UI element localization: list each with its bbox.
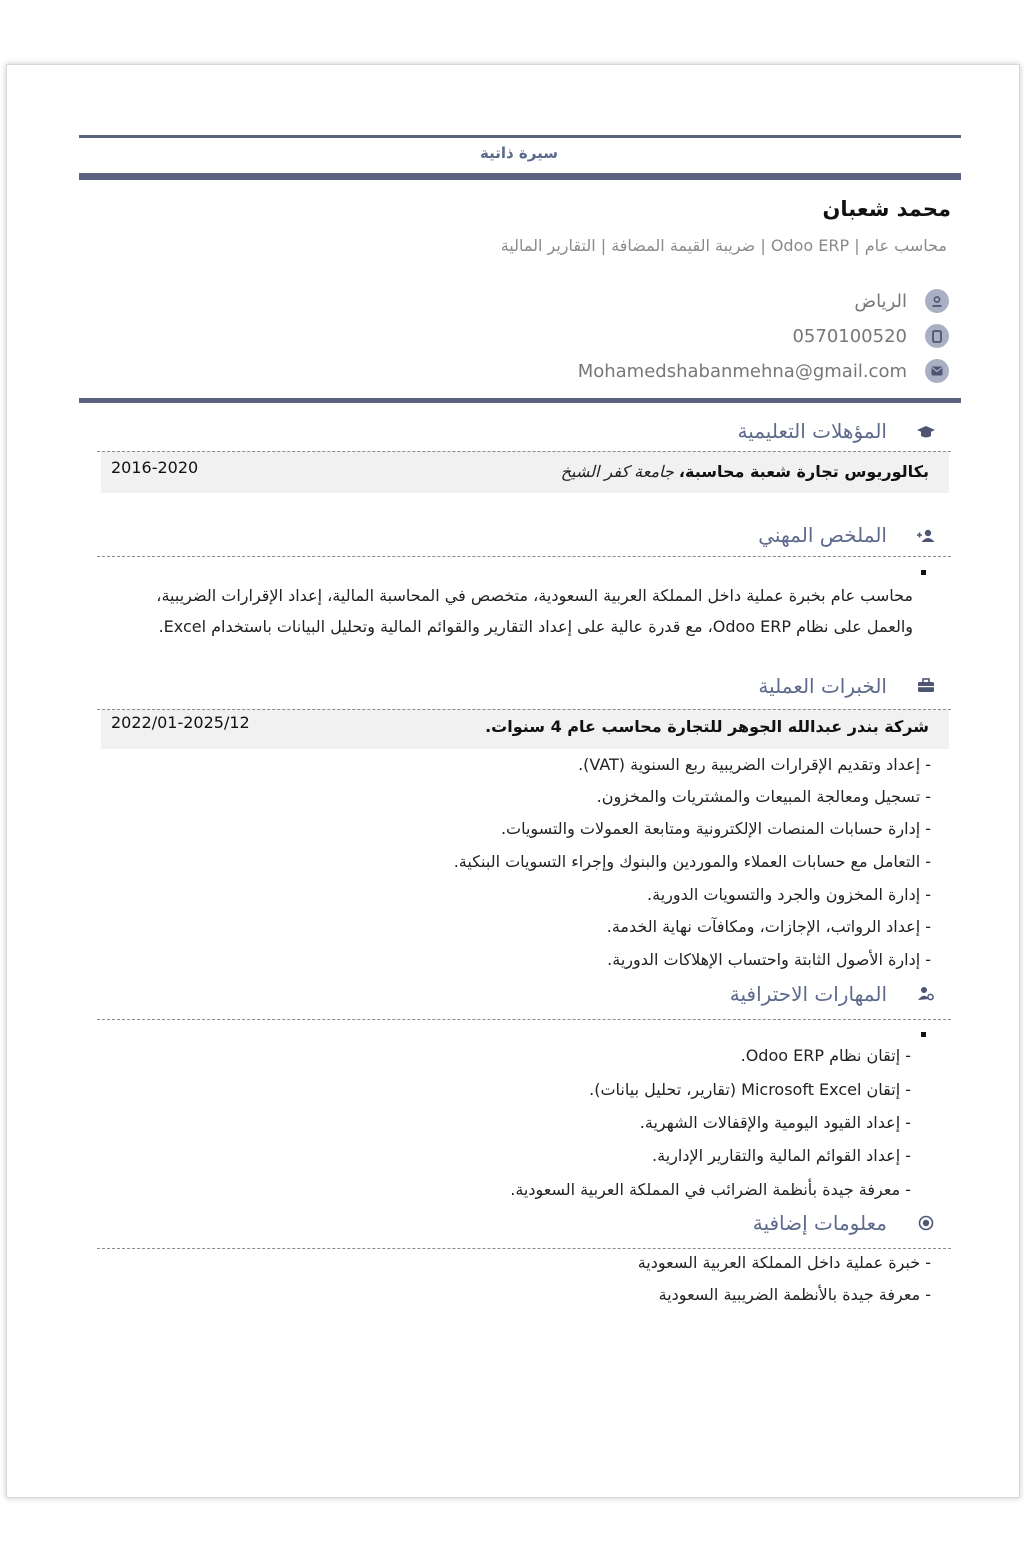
candidate-tagline: محاسب عام | Odoo ERP | ضريبة القيمة المضافة | التقارير المالية [500, 236, 947, 255]
experience-item: - إعداد الرواتب، الإجازات، ومكافآت نهاية الخدمة. [606, 917, 931, 936]
experience-item: - تسجيل ومعالجة المبيعات والمشتريات والمخزون. [596, 787, 931, 806]
experience-item: - إدارة حسابات المنصات الإلكترونية ومتابعة العمولات والتسويات. [500, 819, 931, 838]
additional-title: معلومات إضافية [752, 1211, 887, 1235]
experience-item: - إدارة المخزون والجرد والتسويات الدورية. [647, 885, 931, 904]
document-title: سيرة ذاتية [480, 144, 558, 162]
experience-divider [97, 709, 951, 710]
contact-location: الرياض [854, 291, 907, 312]
education-dates: 2016-2020 [111, 458, 199, 477]
education-school: جامعة كفر الشيخ [560, 462, 674, 481]
target-icon [915, 1215, 937, 1235]
skill-item: - إعداد القيود اليومية والإقفالات الشهرية. [639, 1113, 911, 1132]
briefcase-icon [915, 678, 937, 697]
additional-item: - خبرة عملية داخل المملكة العربية السعودية [637, 1253, 931, 1272]
skill-item: - معرفة جيدة بأنظمة الضرائب في المملكة العربية السعودية. [510, 1180, 911, 1199]
email-icon [925, 359, 949, 383]
education-degree: بكالوريوس تجارة شعبة محاسبة، [678, 462, 929, 481]
location-icon [925, 289, 949, 313]
skills-title: المهارات الاحترافية [729, 982, 887, 1006]
skills-divider [97, 1019, 951, 1020]
user-add-icon [915, 528, 937, 547]
candidate-name: محمد شعبان [822, 197, 951, 221]
education-line [561, 462, 929, 481]
education-divider [97, 451, 951, 452]
experience-item: - إعداد وتقديم الإقرارات الضريبية ربع السنوية (VAT). [578, 755, 931, 774]
additional-divider [97, 1248, 951, 1249]
experience-company: شركة بندر عبدالله الجوهر للتجارة محاسب عام 4 سنوات. [485, 717, 929, 736]
contact-email[interactable]: Mohamedshabanmehna@gmail.com [577, 361, 907, 382]
phone-icon [925, 324, 949, 348]
skill-item: - إعداد القوائم المالية والتقارير الإدارية. [652, 1146, 911, 1165]
additional-item: - معرفة جيدة بالأنظمة الضريبية السعودية [658, 1285, 931, 1304]
skill-item: - إتقان Microsoft Excel (تقارير، تحليل بيانات). [589, 1080, 911, 1099]
summary-bullet [921, 570, 926, 575]
contact-phone[interactable]: 0570100520 [792, 326, 907, 347]
experience-title: الخبرات العملية [758, 674, 887, 698]
graduation-cap-icon [915, 424, 937, 444]
summary-title: الملخص المهني [758, 523, 887, 547]
skills-bullet [921, 1032, 926, 1037]
experience-dates: 2022/01-2025/12 [111, 713, 250, 732]
header-rule [79, 398, 961, 403]
education-title: المؤهلات التعليمية [737, 419, 887, 443]
experience-item: - التعامل مع حسابات العملاء والموردين والبنوك وإجراء التسويات البنكية. [453, 852, 931, 871]
skill-item: - إتقان نظام Odoo ERP. [740, 1046, 911, 1065]
title-top-rule [79, 135, 961, 138]
experience-item: - إدارة الأصول الثابتة واحتساب الإهلاكات الدورية. [607, 950, 931, 969]
user-skills-icon [915, 986, 937, 1006]
resume-page [6, 64, 1020, 1498]
summary-text: محاسب عام بخبرة عملية داخل المملكة العربية السعودية، متخصص في المحاسبة المالية، إعداد الإقرارات الضريبية، والعمل على نظام Odoo ERP، مع قدرة عالية على إعداد التقارير والقوائم المالية وتحليل البيانات باستخدام Excel. [156, 586, 913, 636]
summary-divider [97, 556, 951, 557]
title-bottom-rule [79, 173, 961, 180]
